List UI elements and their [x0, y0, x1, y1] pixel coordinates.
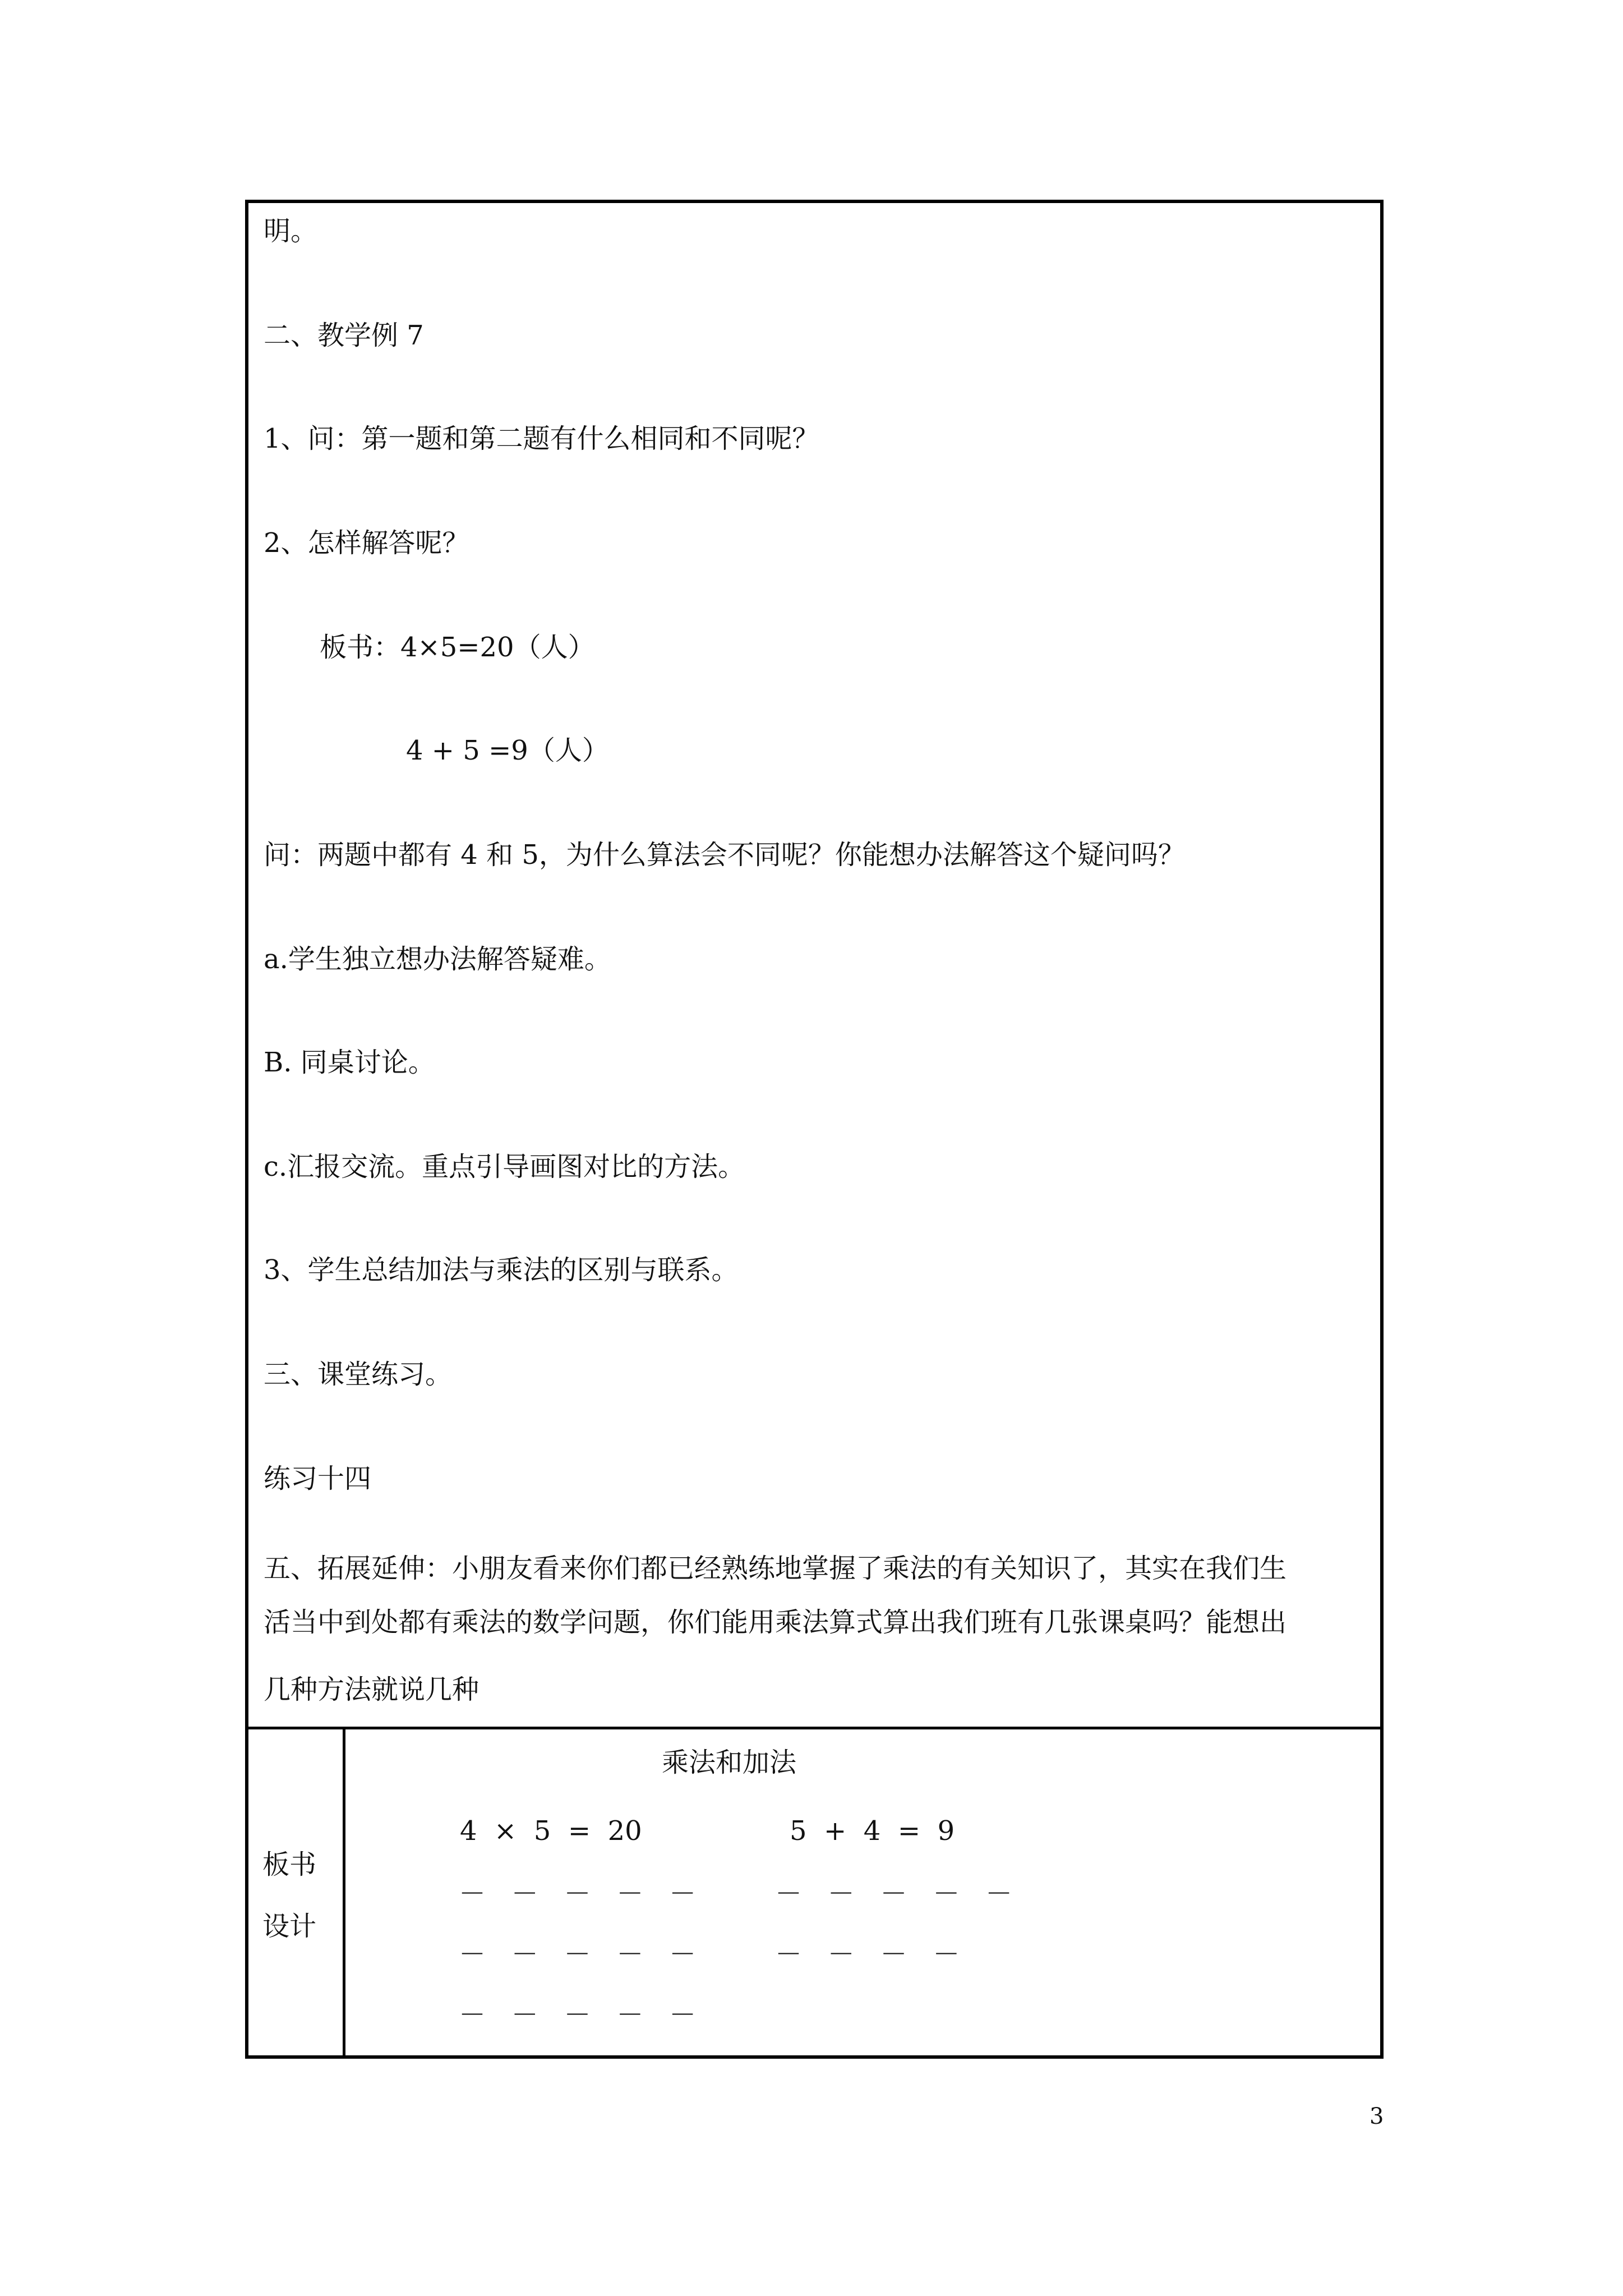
text-line: 练习十四	[264, 1463, 372, 1494]
board-note-line: 板书：4×5=20（人）	[320, 632, 595, 663]
text-line: c.汇报交流。重点引导画图对比的方法。	[264, 1151, 745, 1182]
text-line: a.学生独立想办法解答疑难。	[264, 944, 611, 975]
page-number: 3	[1370, 2104, 1384, 2129]
text-line: 五、拓展延伸：小朋友看来你们都已经熟练地掌握了乘法的有关知识了，其实在我们生	[264, 1553, 1287, 1584]
board-design-label: 板书	[262, 1849, 317, 1880]
text-line: 2、怎样解答呢？	[264, 527, 469, 559]
text-line: 1、问：第一题和第二题有什么相同和不同呢？	[264, 423, 819, 454]
board-design-label: 设计	[262, 1911, 317, 1942]
table-column-divider	[343, 1727, 345, 2059]
text-line: B. 同桌讨论。	[264, 1047, 435, 1078]
dash-row: － － － － －	[459, 1878, 697, 1910]
text-line: 明。	[264, 215, 318, 247]
text-line: 几种方法就说几种	[264, 1674, 479, 1705]
dash-row: － － － － －	[775, 1878, 1013, 1910]
text-line: 3、学生总结加法与乘法的区别与联系。	[264, 1254, 739, 1286]
lesson-table	[245, 200, 1384, 2059]
addition-formula: 5 + 4 = 9	[790, 1815, 955, 1847]
dash-row: － － － － －	[459, 1939, 697, 1970]
section-heading: 三、课堂练习。	[264, 1359, 453, 1390]
text-line: 问：两题中都有 4 和 5，为什么算法会不同呢？你能想办法解答这个疑问吗？	[264, 839, 1185, 871]
board-note-line: 4 + 5 =9（人）	[406, 735, 609, 766]
multiplication-formula: 4 × 5 = 20	[460, 1815, 642, 1847]
text-line: 活当中到处都有乘法的数学问题，你们能用乘法算式算出我们班有几张课桌吗？能想出	[264, 1607, 1287, 1638]
dash-row: － － － －	[775, 1939, 960, 1970]
board-design-title: 乘法和加法	[662, 1747, 797, 1778]
dash-row: － － － － －	[459, 1999, 697, 2031]
section-heading: 二、教学例 7	[264, 320, 424, 351]
table-row-divider	[245, 1727, 1384, 1729]
